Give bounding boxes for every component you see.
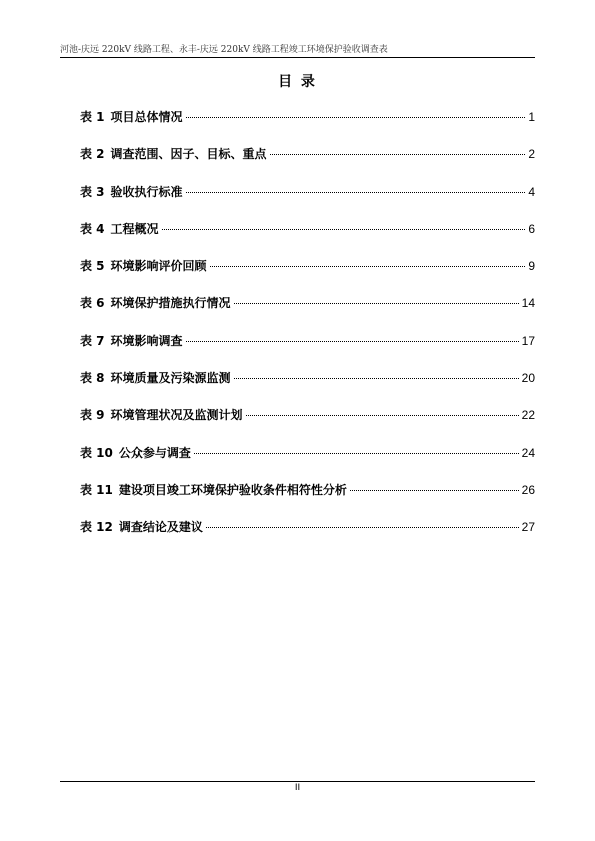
toc-entry-text: 项目总体情况 bbox=[110, 110, 183, 124]
toc-entry-number: 表 7 bbox=[80, 333, 105, 348]
toc-entry-page: 4 bbox=[528, 184, 535, 199]
toc-entry-label bbox=[80, 145, 267, 162]
toc-dot-leader bbox=[210, 266, 526, 267]
toc-entry-text: 调查范围、因子、目标、重点 bbox=[110, 147, 267, 162]
footer-page-number: II bbox=[294, 783, 301, 793]
footer-divider bbox=[60, 781, 535, 782]
toc-entry-text: 调查结论及建议 bbox=[118, 520, 203, 535]
toc-entry-label bbox=[80, 257, 207, 274]
toc-entry-label bbox=[80, 183, 183, 200]
toc-entry-page: 1 bbox=[528, 110, 535, 124]
toc-entry-number: 表 4 bbox=[80, 221, 105, 236]
toc-entry-text: 环境影响调查 bbox=[110, 333, 183, 348]
toc-entry-page: 26 bbox=[521, 482, 535, 497]
toc-entry-number: 表 8 bbox=[80, 371, 105, 386]
toc-entry-text: 公众参与调查 bbox=[118, 445, 191, 460]
toc-entry-text: 环境质量及污染源监测 bbox=[110, 371, 231, 386]
toc-entry-number: 表 9 bbox=[80, 408, 105, 423]
toc-entry[interactable] bbox=[80, 406, 535, 443]
toc-entry[interactable] bbox=[80, 332, 535, 369]
toc-dot-leader bbox=[194, 453, 519, 454]
toc-entry-label bbox=[80, 220, 159, 237]
header-divider bbox=[60, 57, 535, 58]
toc-entry-number: 表 10 bbox=[80, 445, 113, 460]
toc-list bbox=[80, 108, 535, 556]
toc-dot-leader bbox=[350, 490, 519, 491]
toc-dot-leader bbox=[246, 415, 519, 416]
toc-entry-text: 环境管理状况及监测计划 bbox=[110, 408, 243, 423]
toc-dot-leader bbox=[206, 527, 519, 528]
toc-entry[interactable] bbox=[80, 444, 535, 481]
toc-entry-number: 表 6 bbox=[80, 296, 105, 311]
toc-entry-page: 2 bbox=[528, 147, 535, 162]
toc-entry[interactable] bbox=[80, 369, 535, 406]
toc-entry-number: 表 1 bbox=[80, 110, 105, 124]
toc-entry-number: 表 2 bbox=[80, 147, 105, 162]
toc-entry[interactable] bbox=[80, 518, 535, 555]
toc-dot-leader bbox=[234, 378, 519, 379]
toc-entry[interactable] bbox=[80, 220, 535, 257]
toc-entry-page: 20 bbox=[521, 371, 535, 386]
toc-entry-number: 表 11 bbox=[80, 482, 113, 497]
toc-entry-label bbox=[80, 294, 231, 311]
toc-entry[interactable] bbox=[80, 294, 535, 331]
toc-entry[interactable] bbox=[80, 108, 535, 145]
toc-entry-label bbox=[80, 481, 347, 498]
toc-entry-label bbox=[80, 444, 191, 461]
toc-entry-text: 验收执行标准 bbox=[110, 184, 183, 199]
running-header: 河池-庆远 220kV 线路工程、永丰-庆远 220kV 线路工程竣工环境保护验收调查表 bbox=[60, 45, 388, 55]
toc-entry[interactable] bbox=[80, 257, 535, 294]
toc-entry-page: 17 bbox=[521, 333, 535, 348]
toc-dot-leader bbox=[162, 229, 526, 230]
toc-entry[interactable] bbox=[80, 145, 535, 182]
toc-entry-text: 环境保护措施执行情况 bbox=[110, 296, 231, 311]
toc-entry-number: 表 12 bbox=[80, 520, 113, 535]
toc-entry-label bbox=[80, 108, 183, 125]
toc-dot-leader bbox=[186, 117, 526, 118]
toc-entry-label bbox=[80, 518, 203, 535]
toc-entry-label bbox=[80, 369, 231, 386]
toc-entry-text: 建设项目竣工环境保护验收条件相符性分析 bbox=[118, 482, 347, 497]
toc-dot-leader bbox=[234, 303, 519, 304]
toc-entry-page: 24 bbox=[521, 445, 535, 460]
toc-entry-label bbox=[80, 332, 183, 349]
toc-dot-leader bbox=[270, 154, 526, 155]
toc-entry-page: 14 bbox=[521, 296, 535, 311]
toc-dot-leader bbox=[186, 192, 526, 193]
toc-entry-number: 表 3 bbox=[80, 184, 105, 199]
toc-entry-page: 9 bbox=[528, 259, 535, 274]
toc-entry[interactable] bbox=[80, 183, 535, 220]
toc-title: 目 录 bbox=[278, 74, 317, 90]
toc-entry-text: 工程概况 bbox=[110, 221, 159, 236]
toc-entry-page: 27 bbox=[521, 520, 535, 535]
toc-dot-leader bbox=[186, 341, 519, 342]
toc-entry-page: 22 bbox=[521, 408, 535, 423]
toc-entry-label bbox=[80, 406, 243, 423]
toc-entry[interactable] bbox=[80, 481, 535, 518]
toc-entry-number: 表 5 bbox=[80, 259, 105, 274]
toc-entry-text: 环境影响评价回顾 bbox=[110, 259, 207, 274]
toc-entry-page: 6 bbox=[528, 221, 535, 236]
